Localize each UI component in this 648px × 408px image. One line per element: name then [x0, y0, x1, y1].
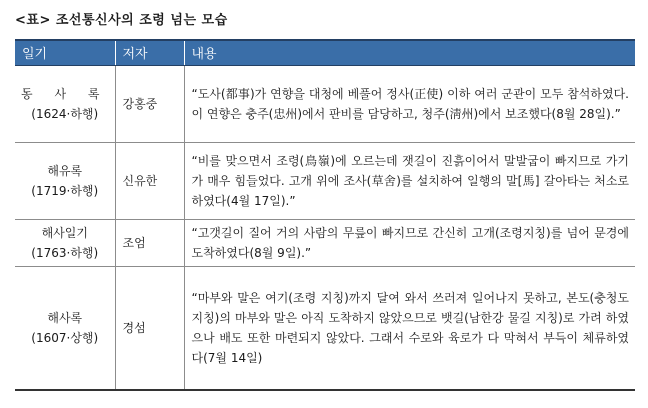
- content-cell: “고갯길이 질어 거의 사람의 무릎이 빠지므로 간신히 고개(조령지칭)를 넘어 문경에 도착하였다(8월 9일).”: [184, 219, 635, 266]
- author-cell: 조엄: [115, 219, 184, 266]
- table-row: [15, 142, 635, 219]
- header-diary: 일기: [15, 40, 115, 65]
- content-cell: “도사(都事)가 연향을 대청에 베풀어 정사(正使) 이하 여러 군관이 모두 참석하였다. 이 연향은 충주(忠州)에서 판비를 담당하고, 청주(淸州)에서 보조했다(8월 28일).”: [184, 65, 635, 142]
- diary-year: (1763·하행): [31, 245, 99, 260]
- content-cell: “비를 맞으면서 조령(鳥嶺)에 오르는데 잿길이 진흙이어서 말발굽이 빠지므로 가기가 매우 힘들었다. 고개 위에 조사(草舍)를 설치하여 일행의 말[馬] 갈아타는 처소로 하였다(4월 17일).”: [184, 142, 635, 219]
- diary-year: (1624·하행): [31, 106, 99, 121]
- diary-cell: [15, 219, 115, 266]
- table-row: [15, 219, 635, 266]
- header-content: 내용: [184, 40, 635, 65]
- diary-title: 동 사 록: [21, 86, 109, 101]
- diary-title: 해사일기: [41, 225, 88, 240]
- table-row: [15, 266, 635, 390]
- diary-cell: [15, 142, 115, 219]
- diary-year: (1607·상행): [31, 330, 99, 345]
- diary-title: 해유록: [47, 163, 83, 178]
- diary-year: (1719·하행): [31, 183, 99, 198]
- author-cell: 경섬: [115, 266, 184, 390]
- diary-cell: [15, 65, 115, 142]
- header-author: 저자: [115, 40, 184, 65]
- content-cell: “마부와 말은 여기(조령 지칭)까지 달여 와서 쓰러져 일어나지 못하고, 본도(충청도 지칭)의 마부와 말은 아직 도착하지 않았으므로 뱃길(남한강 물길 지칭)로 가려 하였으나 배도 또한 마련되지 않았다. 그래서 수로와 육로가 다 막혀서 부득이 체류하였다(7월 14일): [184, 266, 635, 390]
- table-header-row: [15, 40, 635, 65]
- diary-title: 해사록: [47, 310, 83, 325]
- diary-cell: [15, 266, 115, 390]
- author-cell: 신유한: [115, 142, 184, 219]
- table-row: [15, 65, 635, 142]
- table-caption: <표> 조선통신사의 조령 넘는 모습: [15, 13, 228, 28]
- author-cell: 강홍중: [115, 65, 184, 142]
- travel-diary-table: [15, 39, 635, 391]
